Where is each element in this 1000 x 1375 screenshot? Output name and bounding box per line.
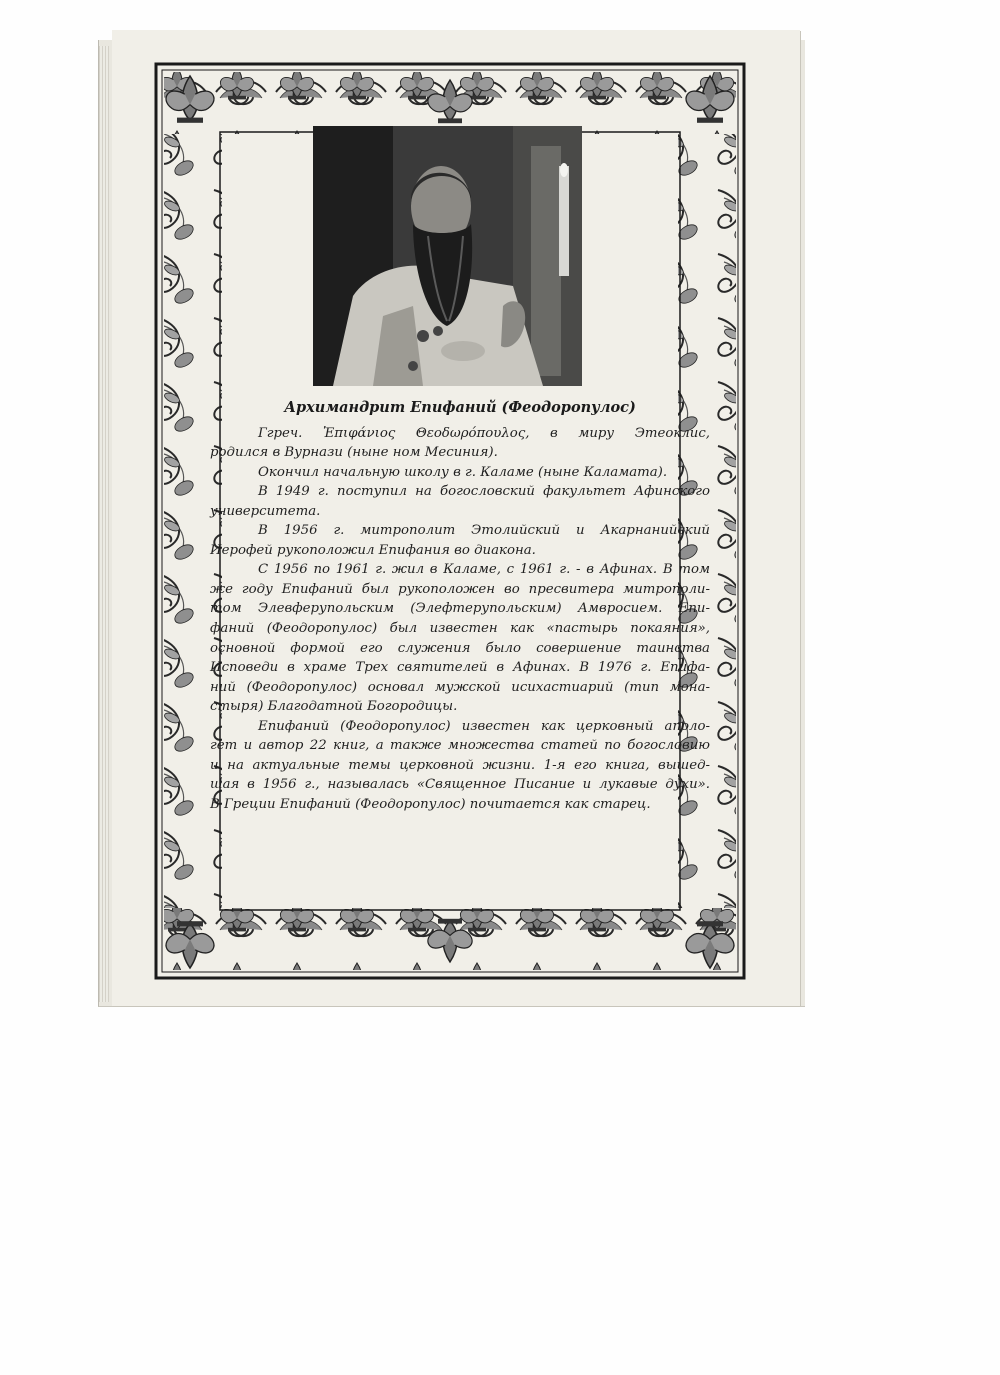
text-line: родился в Вурнази (ныне ном Месиния). (210, 445, 498, 461)
text-line: основной формой его служения было совершение таинства (210, 640, 710, 656)
paragraph (210, 463, 710, 483)
text-line: В Греции Епифаний (Феодоропулос) почитается как старец. (210, 796, 651, 812)
text-line: С 1956 по 1961 г. жил в Каламе, с 1961 г. - в Афинах. В том (258, 562, 710, 578)
article-title: Архимандрит Епифаний (Феодоропулос) (284, 399, 636, 416)
biography-text-block (210, 398, 710, 814)
text-line: Ггреч. Ἐπιφάνιος Θεοδωρόπουλος, в миру Этеоклис, (258, 425, 710, 441)
text-line: Исповеди в храме Трех святителей в Афинах. В 1976 г. Епифа- (210, 660, 710, 676)
biography-paragraphs (210, 424, 710, 815)
text-line: Иерофей рукоположил Епифания во диакона. (210, 542, 536, 558)
text-line: В 1949 г. поступил на богословский факультет Афинского (258, 484, 710, 500)
text-line: же году Епифаний был рукоположен во пресвитера митрополи- (210, 581, 710, 597)
text-line: университета. (210, 503, 321, 519)
text-line: гет и автор 22 книг, а также множества статей по богословию (210, 738, 710, 754)
text-line: В 1956 г. митрополит Этолийский и Акарнанийский (258, 523, 710, 539)
paragraph (210, 560, 710, 716)
paragraph (210, 482, 710, 521)
text-line: и на актуальные темы церковной жизни. 1-я его книга, вышед- (210, 757, 710, 773)
text-line: Епифаний (Феодоропулос) известен как церковный аполо- (258, 718, 710, 734)
text-line: Окончил начальную школу в г. Каламе (ныне Каламата). (258, 464, 668, 480)
text-line: ний (Феодоропулос) основал мужской исихастиарий (тип мона- (210, 679, 710, 695)
paragraph (210, 717, 710, 815)
paragraph (210, 521, 710, 560)
portrait-photo (313, 126, 582, 386)
text-line: стыря) Благодатной Богородицы. (210, 699, 458, 715)
text-line: шая в 1956 г., называлась «Священное Писание и лукавые духи». (210, 777, 710, 793)
text-line: фаний (Феодоропулос) был известен как «пастырь покаяния», (210, 621, 710, 637)
paragraph (210, 424, 710, 463)
text-line: том Элевферупольским (Элефтерупольским) Амвросием. Епи- (210, 601, 710, 617)
